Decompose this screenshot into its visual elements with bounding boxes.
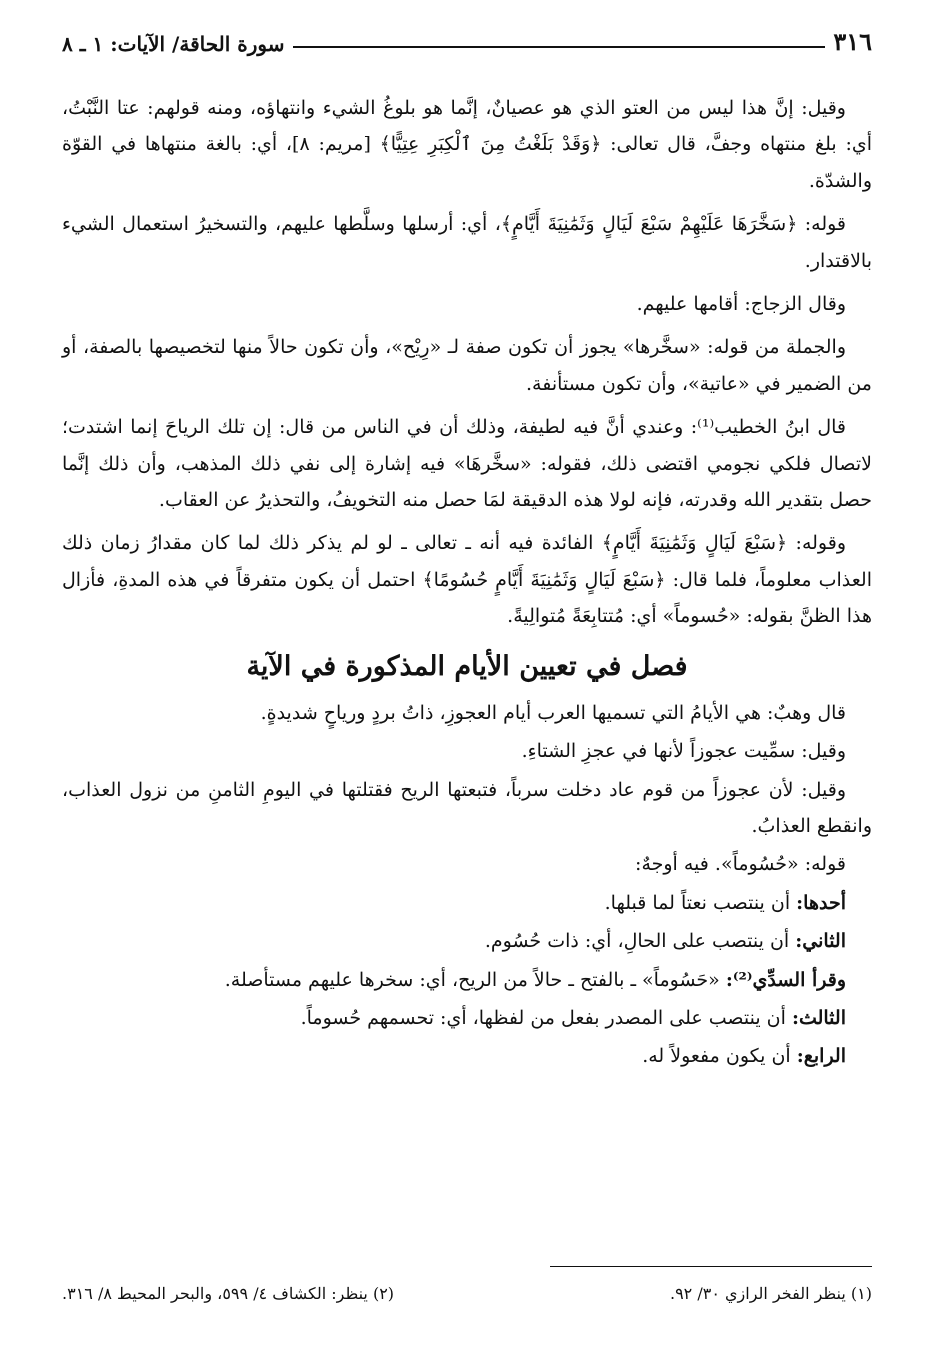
paragraph: وقوله: ﴿سَبْعَ لَيَالٍ وَثَمَٰنِيَةَ أَيَّامٍ﴾ الفائدة فيه أنه ـ تعالى ـ لو لم يذكر ذلك لما كان مقدارُ زمان ذلك العذاب معلوماً، فلما قال: ﴿سَبْعَ لَيَالٍ وَثَمَٰنِيَةَ أَيَّامٍ حُسُومًا﴾ احتمل أن يكون متفرقاً في هذه المدةِ، فأزال هذا الظنَّ بقوله: «حُسوماً» أي: مُتتابِعَةً مُتوالِيةً. [62, 532, 872, 628]
aspect-item [62, 1038, 872, 1074]
footnotes [62, 1284, 872, 1303]
aspect-text: أن ينتصب على الحالِ، أي: ذات حُسُوم. [484, 930, 796, 953]
aspect-text: أن ينتصب نعتاً لما قبلها. [604, 891, 797, 914]
paragraph: قوله: ﴿سَخَّرَهَا عَلَيْهِمْ سَبْعَ لَيَالٍ وَثَمَٰنِيَةَ أَيَّامٍ﴾، أي: أرسلها وسلَّطها عليهم، والتسخيرُ استعمال الشيء بالاقتدار. [62, 213, 872, 272]
paragraph: وقيل: سمِّيت عجوزاً لأنها في عجزِ الشتاءِ. [521, 740, 846, 763]
aspect-text: «حَسُوماً» ـ بالفتح ـ حالاً من الريح، أي: سخرها عليهم مستأصلة. [224, 968, 726, 991]
footnote-separator [550, 1266, 872, 1267]
document-page [62, 22, 872, 1303]
section-heading: فصل في تعيين الأيام المذكورة في الآية [246, 650, 688, 682]
header-rule [293, 46, 826, 48]
aspect-item [62, 962, 872, 998]
aspect-item [62, 885, 872, 921]
paragraph: قال وهبٌ: هي الأيامُ التي تسميها العرب أيام العجوزِ، ذاتُ بردٍ ورياحٍ شديدةٍ. [260, 701, 846, 724]
running-header [62, 22, 872, 56]
aspect-lead: الثاني: [795, 930, 846, 953]
aspect-text: أن ينتصب على المصدر بفعل من لفظها، أي: تحسمهم حُسوماً. [300, 1006, 792, 1029]
paragraph: وقيل: لأن عجوزاً من قوم عاد دخلت سرباً، فتبعتها الريح فقتلتها في اليومِ الثامنِ من نزول العذاب، وانقطع العذابُ. [62, 778, 872, 837]
paragraph: وقال الزجاج: أقامها عليهم. [636, 293, 846, 316]
surah-range-title: سورة الحاقة/ الآيات: ١ ـ ٨ [62, 32, 285, 56]
aspect-lead: أحدها: [796, 891, 846, 914]
aspect-lead: الثالث: [791, 1006, 846, 1029]
aspect-lead: الرابع: [796, 1045, 846, 1068]
main-text [62, 90, 872, 1075]
paragraph: قال ابنُ الخطيب⁽¹⁾: وعندي أنَّ فيه لطيفة، وذلك أن في الناس من قال: إن تلك الرياحَ إنما اشتدت؛ لاتصال فلكي نجومي اقتضى ذلك، فقوله: «سخَّرهَا» فيه إشارة إلى نفي ذلك المذهب، وأن ذلك إنَّما حصل بتقدير الله وقدرته، فإنه لولا هذه الدقيقة لمَا حصل منه التخويفُ، والتحذيرُ عن العقاب. [62, 416, 872, 512]
paragraph: والجملة من قوله: «سخَّرها» يجوز أن تكون صفة لـ «رِيْح»، وأن تكون حالاً منها لتخصيصها بالصفة، أو من الضمير في «عاتية»، وأن تكون مستأنفة. [62, 336, 872, 395]
page-number: ٣١٦ [833, 27, 872, 56]
aspect-text: أن يكون مفعولاً له. [642, 1045, 797, 1068]
aspect-lead: وقرأ السدِّي⁽²⁾: [725, 968, 846, 991]
footnote-2: (٢) ينظر: الكشاف ٤/ ٥٩٩، والبحر المحيط ٨/ ٣١٦. [62, 1284, 395, 1303]
aspect-item [62, 1000, 872, 1036]
aspect-item [62, 923, 872, 959]
footnote-1: (١) ينظر الفخر الرازي ٣٠/ ٩٢. [669, 1284, 872, 1303]
paragraph: وقيل: إنَّ هذا ليس من العتو الذي هو عصيانٌ، إنَّما هو بلوغُ الشيء وانتهاؤه، ومنه قولهم: عتا النَّبْتُ، أي: بلغ منتهاه وجفَّ، قال تعالى: ﴿وَقَدْ بَلَغْتُ مِنَ ٱلْكِبَرِ عِتِيًّا﴾ [مريم: ٨]، أي: بالغة منتهاها في القوّة والشدّة. [62, 97, 872, 192]
paragraph: قوله: «حُسُوماً». فيه أوجهٌ: [635, 853, 846, 876]
